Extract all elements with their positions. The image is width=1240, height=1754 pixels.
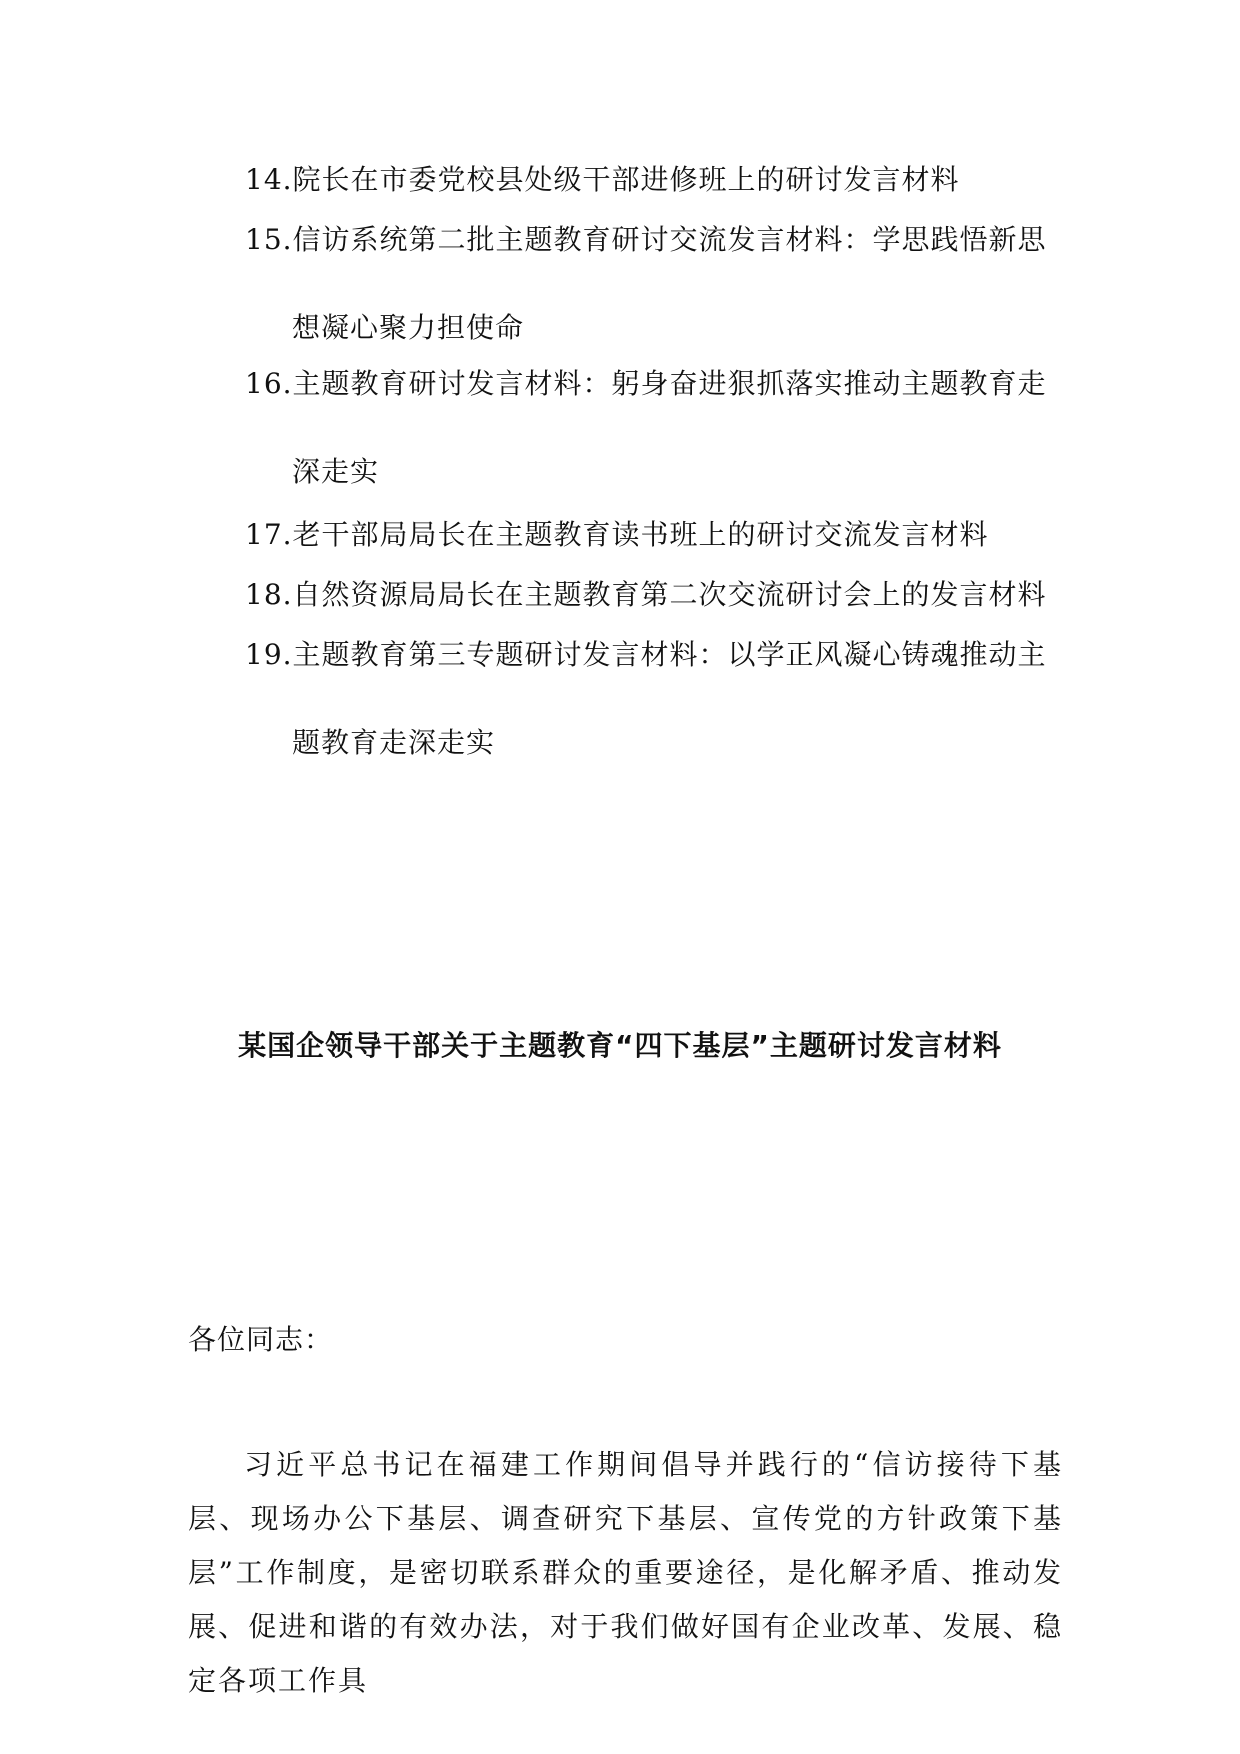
toc-item-number: 14. xyxy=(245,163,293,196)
toc-item-text: 院长在市委党校县处级干部进修班上的研讨发言材料 xyxy=(292,163,960,196)
toc-item-number: 16. xyxy=(245,367,293,400)
toc-item-16 xyxy=(245,366,1047,402)
toc-item-16-continuation: 深走实 xyxy=(292,455,380,488)
toc-item-number: 15. xyxy=(245,223,293,256)
toc-item-15 xyxy=(245,222,1047,258)
toc-item-text: 自然资源局局长在主题教育第二次交流研讨会上的发言材料 xyxy=(292,578,1047,611)
toc-item-14 xyxy=(245,162,960,198)
salutation: 各位同志： xyxy=(188,1323,334,1356)
toc-item-15-continuation: 想凝心聚力担使命 xyxy=(292,311,525,344)
toc-item-text: 老干部局局长在主题教育读书班上的研讨交流发言材料 xyxy=(292,518,989,551)
toc-item-17 xyxy=(245,517,989,553)
toc-item-19-continuation: 题教育走深走实 xyxy=(292,726,496,759)
toc-item-text: 主题教育第三专题研讨发言材料：以学正风凝心铸魂推动主 xyxy=(292,638,1047,671)
article-title: 某国企领导干部关于主题教育“四下基层”主题研讨发言材料 xyxy=(238,1029,1002,1062)
body-paragraph: 习近平总书记在福建工作期间倡导并践行的“信访接待下基层、现场办公下基层、调查研究下基层、宣传党的方针政策下基层”工作制度，是密切联系群众的重要途径，是化解矛盾、推动发展、促进和谐的有效办法，对于我们做好国有企业改革、发展、稳定各项工作具 xyxy=(188,1448,1063,1697)
toc-item-number: 17. xyxy=(245,518,293,551)
toc-item-text: 主题教育研讨发言材料：躬身奋进狠抓落实推动主题教育走 xyxy=(292,367,1047,400)
toc-item-18 xyxy=(245,577,1047,613)
toc-item-text: 信访系统第二批主题教育研讨交流发言材料：学思践悟新思 xyxy=(292,223,1047,256)
toc-item-number: 18. xyxy=(245,578,293,611)
toc-item-19 xyxy=(245,637,1047,673)
toc-item-number: 19. xyxy=(245,638,293,671)
